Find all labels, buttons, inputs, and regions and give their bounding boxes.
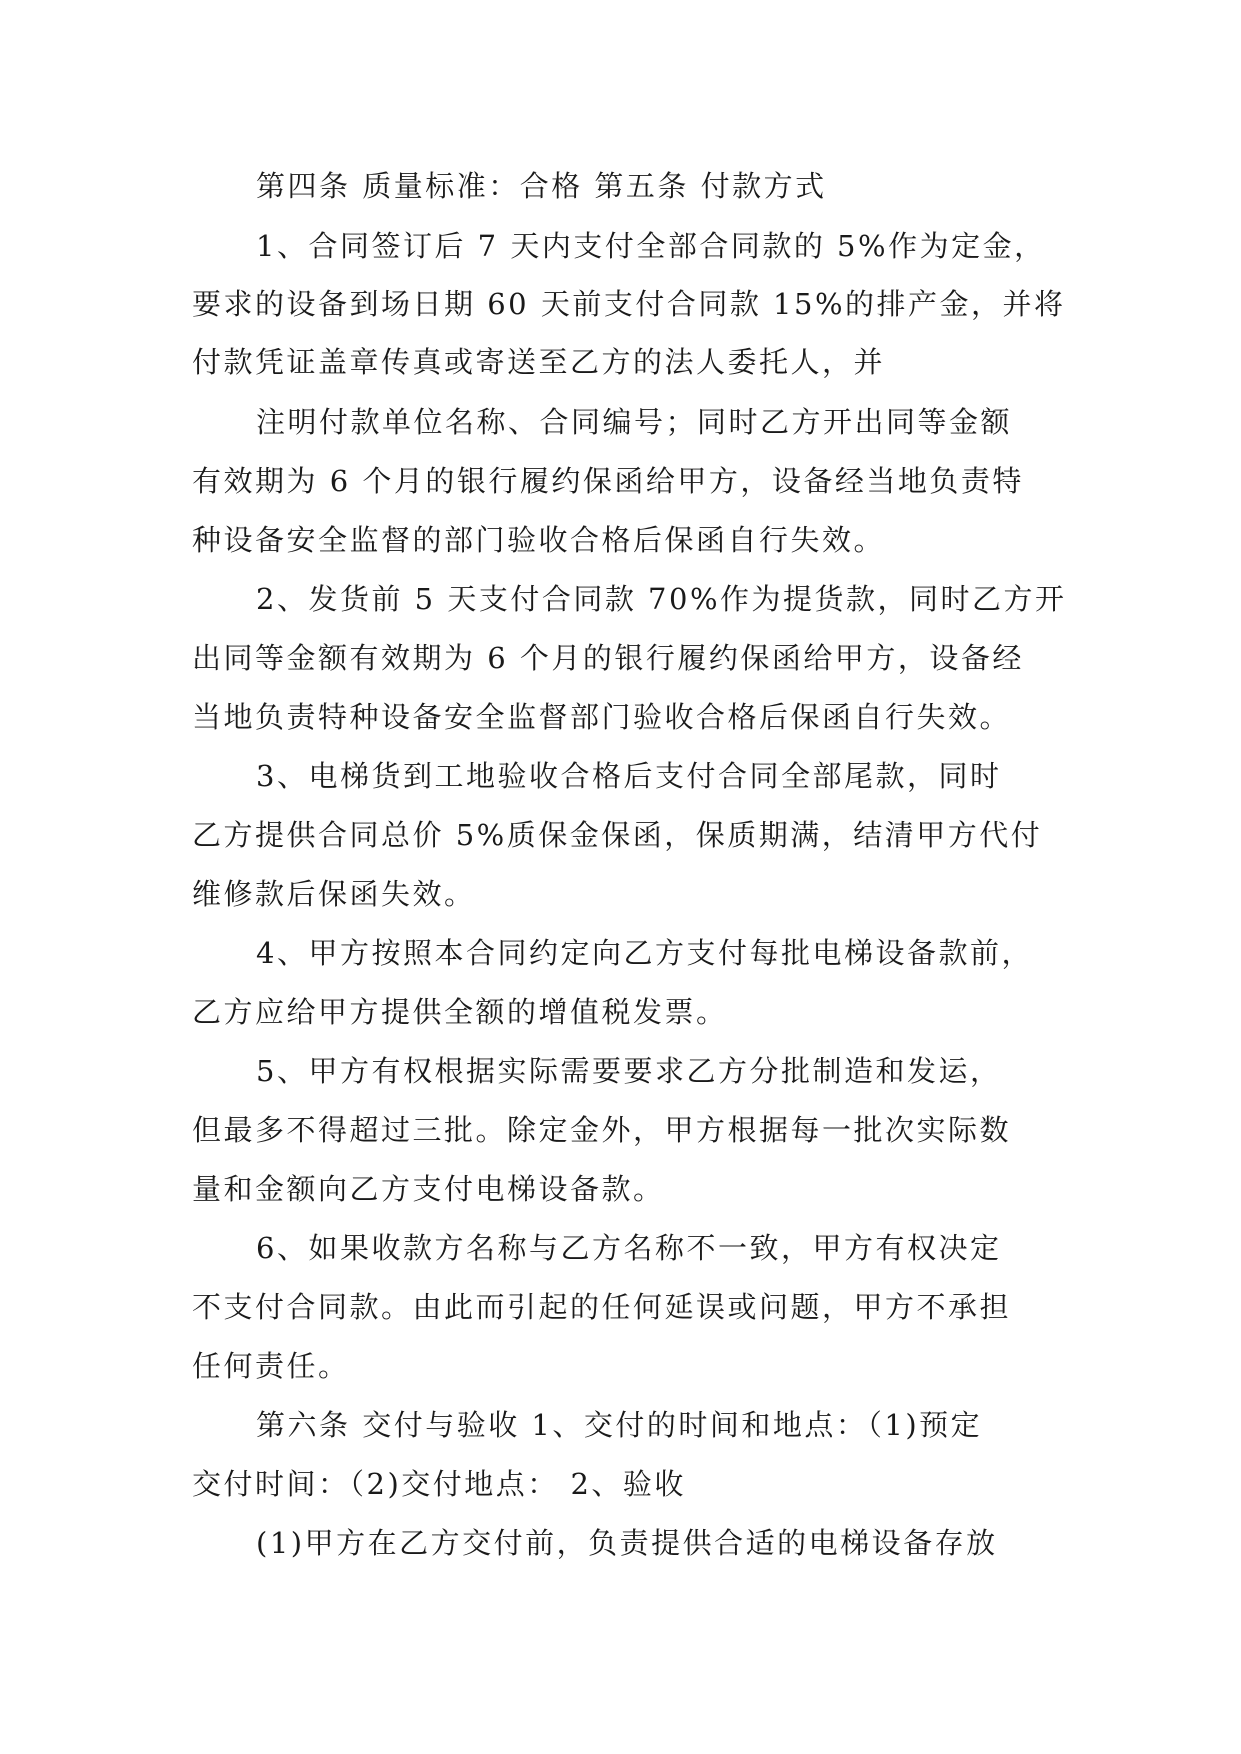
text-line: 当地负责特种设备安全监督部门验收合格后保函自行失效。 <box>192 700 1012 734</box>
text-line: 1、合同签订后 7 天内支付全部合同款的 5%作为定金， <box>256 229 1046 263</box>
text-line: 但最多不得超过三批。除定金外，甲方根据每一批次实际数 <box>192 1113 1012 1147</box>
text-line: 3、电梯货到工地验收合格后支付合同全部尾款，同时 <box>256 759 1002 793</box>
text-line: 交付时间：（2)交付地点： 2、验收 <box>192 1467 686 1501</box>
text-line: 4、甲方按照本合同约定向乙方支付每批电梯设备款前， <box>256 936 1033 970</box>
text-line: 付款凭证盖章传真或寄送至乙方的法人委托人，并 <box>192 345 886 379</box>
text-line: 5、甲方有权根据实际需要要求乙方分批制造和发运， <box>256 1054 1002 1088</box>
text-line: 第六条 交付与验收 1、交付的时间和地点：（1)预定 <box>256 1408 983 1442</box>
text-line: 乙方提供合同总价 5%质保金保函，保质期满，结清甲方代付 <box>192 818 1043 852</box>
text-line: 任何责任。 <box>192 1349 350 1383</box>
text-line: 有效期为 6 个月的银行履约保函给甲方，设备经当地负责特 <box>192 464 1024 498</box>
text-line: 出同等金额有效期为 6 个月的银行履约保函给甲方，设备经 <box>192 641 1024 675</box>
text-line: 2、发货前 5 天支付合同款 70%作为提货款，同时乙方开 <box>256 582 1067 616</box>
text-line: 要求的设备到场日期 60 天前支付合同款 15%的排产金，并将 <box>192 287 1066 321</box>
text-line: 种设备安全监督的部门验收合格后保函自行失效。 <box>192 523 886 557</box>
text-line: 不支付合同款。由此而引起的任何延误或问题，甲方不承担 <box>192 1290 1012 1324</box>
text-line: 6、如果收款方名称与乙方名称不一致，甲方有权决定 <box>256 1231 1002 1265</box>
text-line: (1)甲方在乙方交付前，负责提供合适的电梯设备存放 <box>256 1526 998 1560</box>
text-line: 量和金额向乙方支付电梯设备款。 <box>192 1172 665 1206</box>
text-line: 维修款后保函失效。 <box>192 877 476 911</box>
text-line: 注明付款单位名称、合同编号；同时乙方开出同等金额 <box>256 405 1013 439</box>
text-line: 第四条 质量标准：合格 第五条 付款方式 <box>256 169 827 203</box>
text-line: 乙方应给甲方提供全额的增值税发票。 <box>192 995 728 1029</box>
